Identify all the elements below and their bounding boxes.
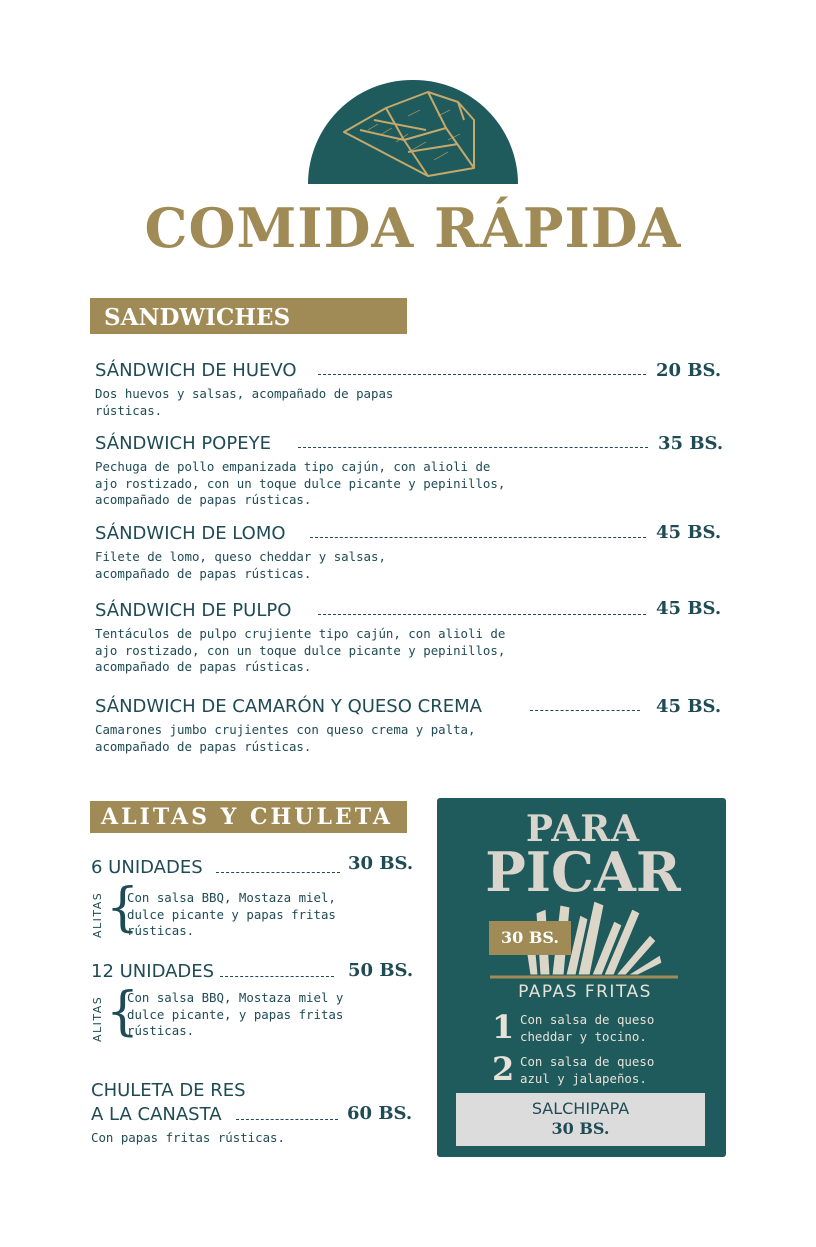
option-number: 2 [492,1050,515,1088]
page-title: COMIDA RÁPIDA [144,196,682,260]
menu-item-price: 60 BS. [347,1103,413,1124]
salchipapa-price: 30 BS. [551,1119,610,1138]
menu-item-name: SÁNDWICH DE LOMO [95,523,286,544]
menu-item-description: Filete de lomo, queso cheddar y salsas, acompañado de papas rústicas. [95,549,386,581]
dotted-leader [318,614,646,615]
menu-item-name: SÁNDWICH DE CAMARÓN Y QUESO CREMA [95,696,482,717]
dotted-leader [216,872,340,873]
menu-item-description: Pechuga de pollo empanizada tipo cajún, con alioli de ajo rostizado, con un toque dulce picante y pepinillos, acompañado de papas rústicas. [95,459,506,507]
chicken-wing-icon [308,80,518,184]
menu-item-price: 50 BS. [348,960,414,981]
salchipapa-box [456,1093,705,1146]
side-label-alitas: ALITAS [91,995,104,1042]
option-description: Con salsa de queso cheddar y tocino. [520,1012,655,1044]
menu-item-name: 6 UNIDADES [91,857,203,878]
brace-decoration: { [106,982,140,1042]
menu-item-description: Con papas fritas rústicas. [91,1130,285,1145]
menu-item-description: Tentáculos de pulpo crujiente tipo cajún, con alioli de ajo rostizado, con un toque dulce picante y pepinillos, acompañado de papas rústicas. [95,626,506,674]
para-picar-title: PARA [525,808,641,850]
dotted-leader [318,374,646,375]
brace-decoration: { [106,878,140,938]
menu-item-description: Dos huevos y salsas, acompañado de papas rústicas. [95,386,394,418]
dotted-leader [220,976,334,977]
menu-item-price: 35 BS. [658,433,724,454]
para-picar-subtitle: PAPAS FRITAS [518,982,652,1002]
menu-item-price: 45 BS. [656,696,722,717]
menu-item-description: Con salsa BBQ, Mostaza miel y dulce picante, y papas fritas rústicas. [127,990,344,1038]
option-number: 1 [492,1008,515,1046]
section-heading-alitas: ALITAS Y CHULETA [90,801,407,833]
menu-item-name: 12 UNIDADES [91,961,215,982]
menu-item-name: A LA CANASTA [91,1104,222,1125]
menu-item-price: 20 BS. [656,360,722,381]
header-emblem [308,80,518,184]
salchipapa-name: SALCHIPAPA [531,1099,630,1118]
dotted-leader [310,537,646,538]
para-picar-title: PICAR [485,840,681,904]
menu-item-price: 45 BS. [656,522,722,543]
menu-item-price: 45 BS. [656,598,722,619]
menu-item-description: Con salsa BBQ, Mostaza miel, dulce picante y papas fritas rústicas. [127,890,336,938]
menu-item-price: 30 BS. [348,853,414,874]
option-description: Con salsa de queso azul y jalapeños. [520,1054,655,1086]
menu-item-name: SÁNDWICH DE HUEVO [95,360,297,381]
para-picar-price: 30 BS. [489,921,571,955]
section-heading-sandwiches: SANDWICHES [90,298,407,334]
menu-item-name: SÁNDWICH DE PULPO [95,600,292,621]
menu-item-description: Camarones jumbo crujientes con queso crema y palta, acompañado de papas rústicas. [95,722,476,754]
side-label-alitas: ALITAS [91,891,104,938]
dotted-leader [298,447,648,448]
menu-item-name: SÁNDWICH POPEYE [95,433,271,454]
menu-item-name: CHULETA DE RES [91,1080,246,1101]
dotted-leader [236,1119,338,1120]
dotted-leader [530,710,640,711]
